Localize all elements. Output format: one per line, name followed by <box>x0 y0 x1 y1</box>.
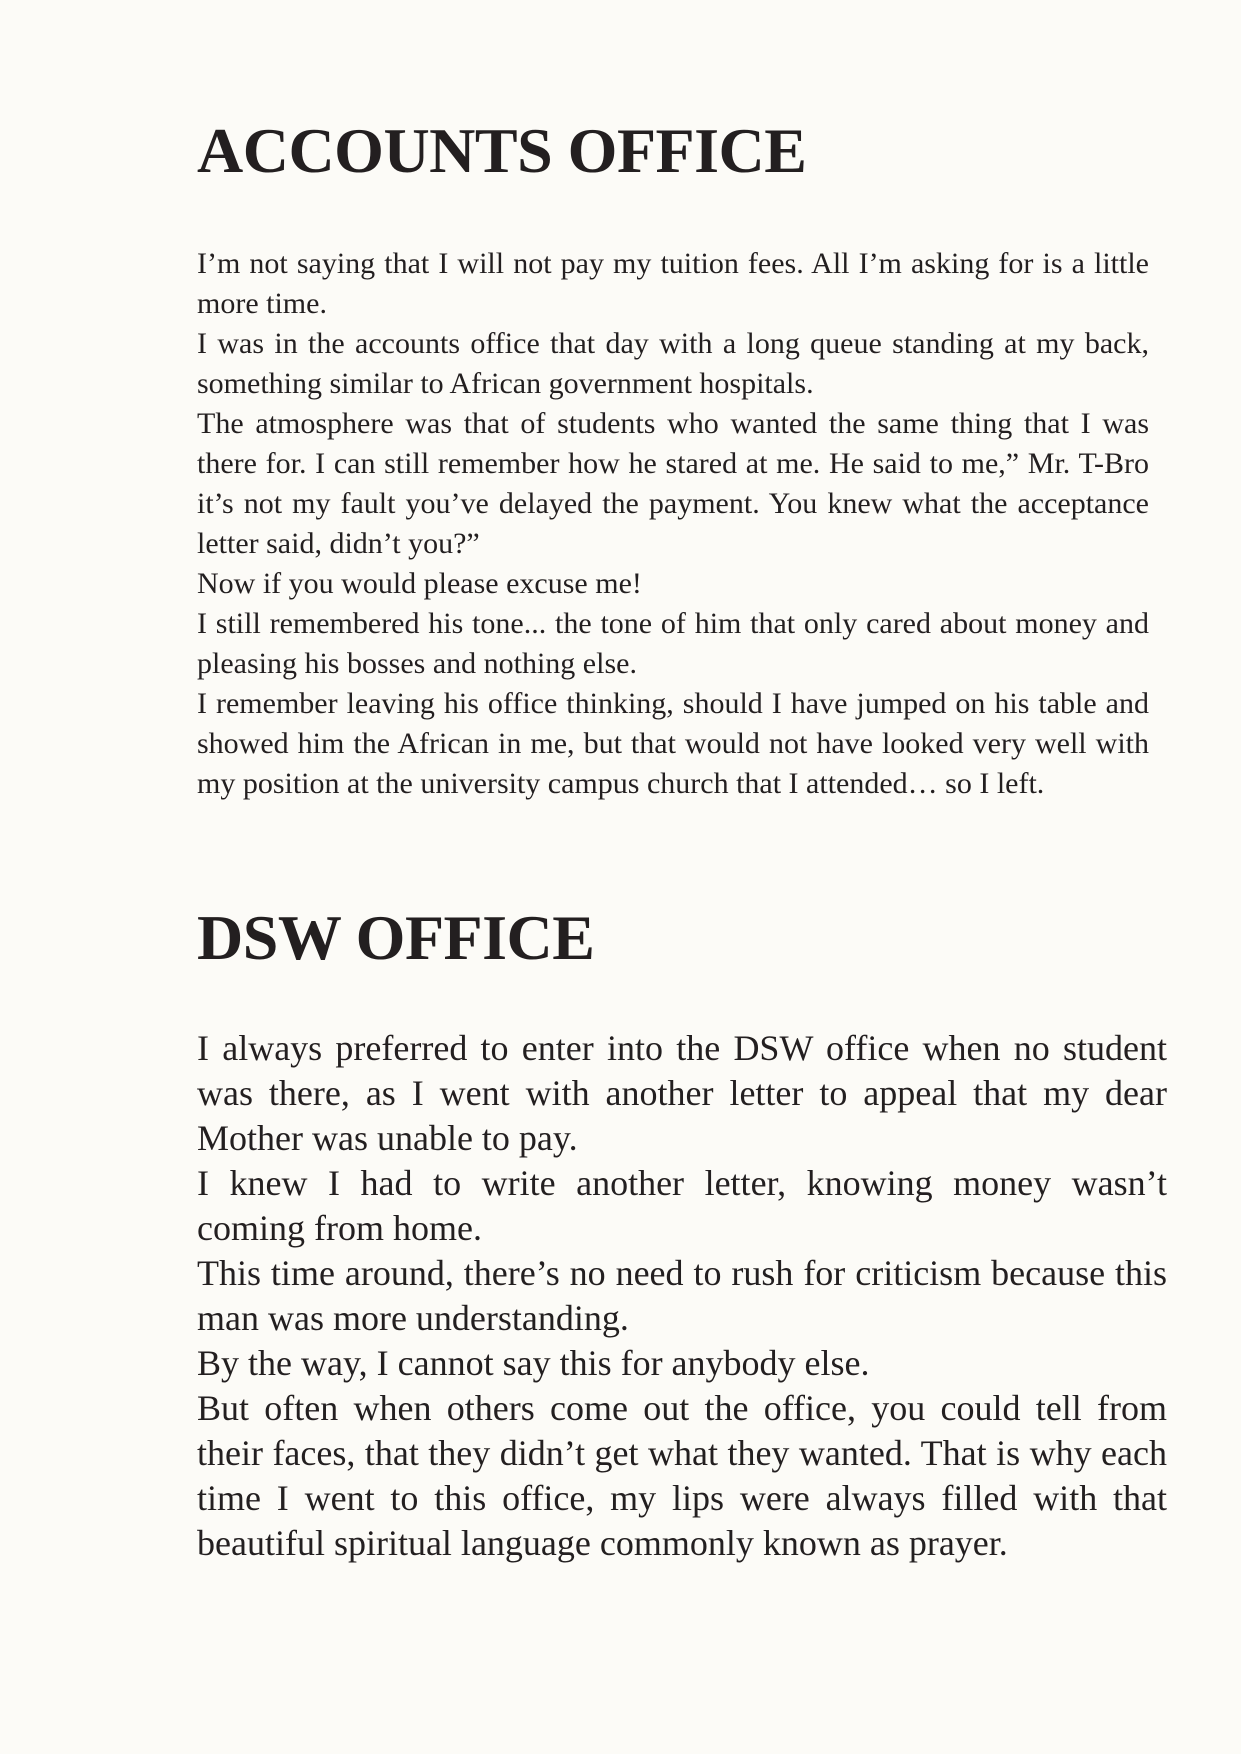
paragraph: I knew I had to write another letter, knowing money wasn’t coming from home. <box>197 1163 1167 1248</box>
section-heading-accounts-office: ACCOUNTS OFFICE <box>197 115 807 186</box>
paragraph: I remember leaving his office thinking, should I have jumped on his table and showed him the African in me, but that would not have looked very well with my position at the university campus church that I attended… so I left. <box>197 687 1149 800</box>
section-body-dsw-office <box>197 1026 1167 1566</box>
section-body-accounts-office <box>197 244 1149 804</box>
paragraph: But often when others come out the office, you could tell from their faces, that they didn’t get what they wanted. That is why each time I went to this office, my lips were always filled with that beautiful spiritual language commonly known as prayer. <box>197 1388 1167 1563</box>
paragraph: This time around, there’s no need to rush for criticism because this man was more understanding. <box>197 1253 1167 1338</box>
paragraph: I’m not saying that I will not pay my tuition fees. All I’m asking for is a little more time. <box>197 247 1149 320</box>
paragraph: I was in the accounts office that day with a long queue standing at my back, something similar to African government hospitals. <box>197 327 1149 400</box>
paragraph: I always preferred to enter into the DSW office when no student was there, as I went with another letter to appeal that my dear Mother was unable to pay. <box>197 1028 1167 1158</box>
section-heading-dsw-office: DSW OFFICE <box>197 902 595 973</box>
paragraph: I still remembered his tone... the tone of him that only cared about money and pleasing his bosses and nothing else. <box>197 607 1149 680</box>
paragraph: By the way, I cannot say this for anybody else. <box>197 1343 870 1383</box>
paragraph: The atmosphere was that of students who wanted the same thing that I was there for. I can still remember how he stared at me. He said to me,” Mr. T-Bro it’s not my fault you’ve delayed the payment. You knew what the acceptance letter said, didn’t you?” <box>197 407 1149 560</box>
paragraph: Now if you would please excuse me! <box>197 567 642 600</box>
